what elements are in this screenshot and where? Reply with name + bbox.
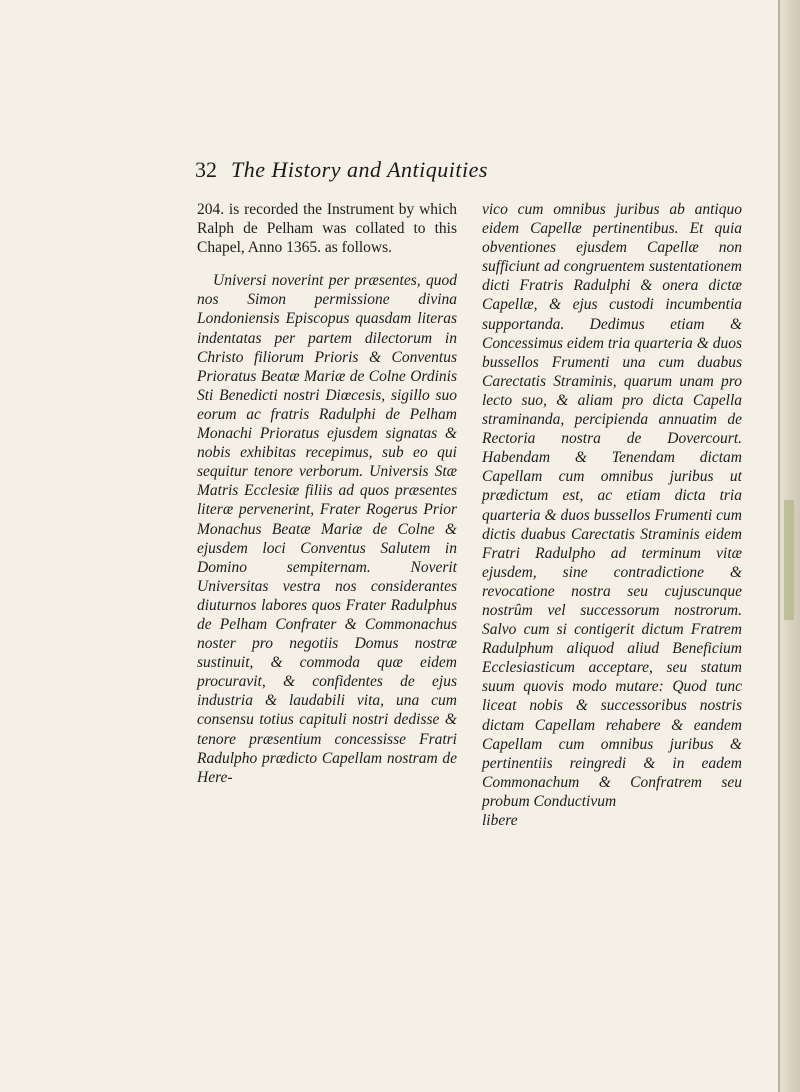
running-title: The History and Antiquities [231, 157, 488, 182]
intro-paragraph: 204. is recorded the Instrument by which Ralph de Pelham was collated to this Chapel, Anno 1365. as follows. [197, 201, 457, 257]
catchword: libere [482, 812, 518, 829]
latin-paragraph: Universi noverint per præsentes, quod nos Simon permissione divina Londoniensis Episcopus quasdam literas indentatas per partem dilectorum in Christo filiorum Prioris & Conventus Prioratus Beatæ Mariæ de Colne Ordinis Sti Benedicti nostri Diœcesis, sigillo suo eorum ac fratris Radulphi de Pelham Monachi Prioratus ejusdem signatas & nobis exhibitas recepimus, sub eo qui sequitur tenore verborum. Universis Stæ Matris Ecclesiæ filiis ad quos præsentes literæ pervenerint, Frater Rogerus Prior Monachus Beatæ Mariæ de Colne & ejusdem loci Conventus Salutem in Domino sempiternam. Noverit Universitas vestra nos considerantes diuturnos labores quos Frater Radulphus de Pelham Confrater & Commonachus noster pro negotiis Domus nostræ sustinuit, & commoda quæ eidem procuravit, & confidentes de ejus industria & laudabili vita, una cum consensu totius capituli nostri dedisse & tenore præsentium concessisse Fratri Radulpho prædicto Capellam nostram de Here- [197, 272, 457, 786]
running-header [195, 157, 605, 187]
latin-continuation: vico cum omnibus juribus ab antiquo eidem Capellæ pertinentibus. Et quia obventiones ejusdem Capellæ non sufficiunt ad congruentem sustentationem dicti Fratris Radulphi & onera dictæ Capellæ, & ejus custodi incumbentia supportanda. Dedimus etiam & Concessimus eidem tria quarteria & duos bussellos Frumenti una cum duabus Carectatis Straminis, quarum unam pro lecto suo, & aliam pro dicta Capella straminanda, percipienda annuatim de Rectoria nostra de Dovercourt. Habendam & Tenendam dictam Capellam cum omnibus juribus ut prædictum est, ac etiam dicta tria quarteria & duos bussellos Frumenti cum dictis duabus Carectatis Straminis eidem Fratri Radulpho ad terminum vitæ ejusdem, sine contradictione & revocatione nostra seu cujuscunque nostrûm vel successorum nostrorum. Salvo cum si contigerit dictum Fratrem Radulphum aliquod aliud Beneficium Ecclesiasticum acceptare, seu statum suum quovis modo mutare: Quod tunc liceat nobis & successoribus nostris dictam Capellam rehabere & eandem Capellam cum omnibus juribus & pertinentiis reingredi & in eadem Commonachum & Confratrem seu probum Conductivum [482, 201, 742, 810]
page-edge-stain [784, 500, 794, 620]
right-column [482, 200, 742, 1040]
gutter-line [778, 0, 780, 1092]
left-column [197, 200, 457, 1040]
page-number: 32 [195, 157, 217, 182]
